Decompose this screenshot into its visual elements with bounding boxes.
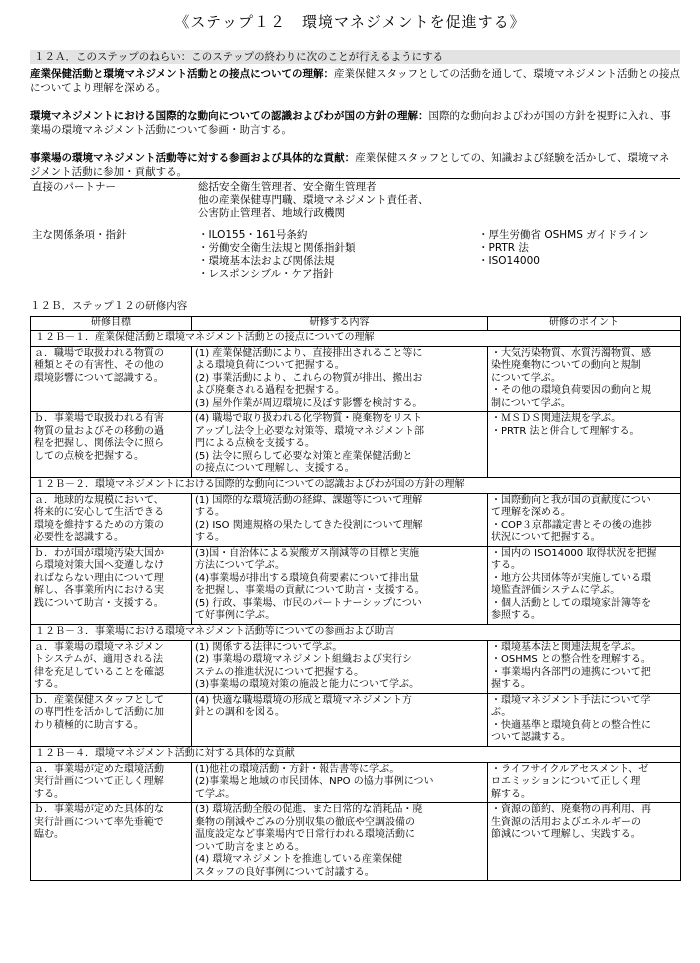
goal-cell: ａ．地球的な規模において、 将来的に安心して生活できる 環境を維持するための方策の 必要性を認識する。 — [31, 493, 192, 546]
group-title: １２Ｂ－４．環境マネジメント活動に対する具体的な貢献 — [31, 746, 681, 762]
goal-2-lead: 環境マネジメントにおける国際的な動向についての認識およびわが国の方針の理解： — [30, 110, 429, 122]
page-title: 《ステップ１２ 環境マネジメントを促進する》 — [174, 13, 526, 31]
content-cell: (1) 関係する法律について学ぶ。 (2) 事業場の環境マネジメント組織および実行シ ステムの推進状況について把握する。 (3)事業場の環境対策の施設と能力について学ぶ。 — [192, 640, 488, 693]
ref-item: ・PRTR 法 — [478, 242, 529, 254]
ref-item: ・ILO155・161号条約 — [198, 229, 308, 241]
ref-item: ・労働安全衛生法規と関係指針類 — [198, 242, 356, 254]
goal-3 — [30, 151, 680, 179]
goal-1-lead: 産業保健活動と環境マネジメント活動との接点についての理解： — [30, 68, 334, 80]
goal-3-text: 産業保健スタッフとしての、知識および経験を活かして、環境マネジメント活動に参加・貢献する。 — [30, 152, 670, 178]
point-cell: ・環境マネジメント手法について学 ぶ。 ・快適基準と環境負荷との整合性に ついて認識する。 — [488, 693, 681, 746]
content-cell: (3) 環境活動全般の促進、また日常的な消耗品・廃 棄物の削減やごみの分別収集の徹底や空調設備の 温度設定など事業場内で日常行われる環境活動に ついて助言をまとめる。 (4) 環境マネジメントを推進している産業保健 スタッフの良好事例について討議する。 — [192, 803, 488, 881]
goal-2-text: 国際的な動向およびわが国の方針を視野に入れ、事業場の環境マネジメント活動について参画・助言する。 — [30, 110, 671, 136]
content-cell: (3)国・自治体による炭酸ガス削減等の目標と実施 方法について学ぶ。 (4)事業場が排出する環境負荷要素について排出量 を把握し、事業場の貢献について助言・支援する。 (5) 行政、事業場、市民のパートナーシップについ て好事例に学ぶ。 — [192, 546, 488, 624]
group-title: １２Ｂ－２．環境マネジメントにおける国際的な動向についての認識およびわが国の方針の理解 — [31, 477, 681, 493]
goal-cell: ｂ．事業場が定めた具体的な 実行計画について率先垂範で 臨む。 — [31, 803, 192, 881]
table-row — [31, 412, 681, 478]
table-row — [31, 640, 681, 693]
goal-cell: ａ．事業場の環境マネジメン トシステムが、適用される法 律を充足していることを確認 する。 — [31, 640, 192, 693]
table-row — [31, 803, 681, 881]
col-header-point: 研修のポイント — [488, 317, 681, 331]
ref-item: ・ISO14000 — [478, 255, 540, 267]
training-table — [30, 316, 681, 881]
goal-cell: ａ．職場で取扱われる物質の 種類とその有害性、その他の 環境影響について認識する。 — [31, 346, 192, 412]
refs-left-list — [198, 229, 356, 281]
divider — [30, 178, 680, 179]
table-row — [31, 693, 681, 746]
point-cell: ・国内の ISO14000 取得状況を把握 する。 ・地方公共団体等が実施している環 境監査評価システムに学ぶ。 ・個人活動としての環境家計簿等を 参照する。 — [488, 546, 681, 624]
point-cell: ・資源の節約、廃棄物の再利用、再 生資源の活用およびエネルギーの 節減について理解し、実践する。 — [488, 803, 681, 881]
point-cell: ・ライフサイクルアセスメント、ゼ ロエミッションについて正しく理 解する。 — [488, 762, 681, 803]
group-title: １２Ｂ－３．事業場における環境マネジメント活動等についての参画および助言 — [31, 624, 681, 640]
partners-label: 直接のパートナー — [32, 181, 116, 193]
content-cell: (1) 国際的な環境活動の経緯、課題等について理解 する。 (2) ISO 関連規格の果たしてきた役割について理解 する。 — [192, 493, 488, 546]
goal-1-text: 産業保健スタッフとしての活動を通して、環境マネジメント活動との接点についてより理解を深める。 — [30, 68, 680, 94]
partner-item: 公害防止管理者、地域行政機関 — [198, 207, 345, 219]
content-cell: (4) 職場で取り扱われる化学物質・廃棄物をリスト アップし法令上必要な対策等、環境マネジメント部 門による点検を支援する。 (5) 法令に照らして必要な対策と産業保健活動と の接点について理解し、支援する。 — [192, 412, 488, 478]
col-header-goal: 研修目標 — [31, 317, 192, 331]
content-cell: (4) 快適な職場環境の形成と環境マネジメント方 針との調和を図る。 — [192, 693, 488, 746]
point-cell: ・ＭＳＤＳ関連法規を学ぶ。 ・PRTR 法と併合して理解する。 — [488, 412, 681, 478]
goal-cell: ｂ．産業保健スタッフとして の専門性を活かして活動に加 わり積極的に助言する。 — [31, 693, 192, 746]
ref-item: ・厚生労働省 OSHMS ガイドライン — [478, 229, 649, 241]
content-cell: (1)他社の環境活動・方針・報告書等に学ぶ。 (2)事業場と地域の市民団体、NPO の協力事例につい て学ぶ。 — [192, 762, 488, 803]
refs-label: 主な関係条項・指針 — [32, 229, 127, 241]
partner-item: 他の産業保健専門職、環境マネジメント責任者、 — [198, 194, 429, 206]
goal-2 — [30, 109, 680, 137]
ref-item: ・レスポンシブル・ケア指針 — [198, 268, 334, 280]
table-row — [31, 762, 681, 803]
goal-cell: ａ．事業場が定めた環境活動 実行計画について正しく理解 する。 — [31, 762, 192, 803]
section-b-header: １２Ｂ．ステップ１２の研修内容 — [30, 300, 188, 312]
section-a-header: １２Ａ．このステップのねらい：このステップの終わりに次のことが行えるようにする — [30, 50, 680, 64]
point-cell: ・環境基本法と関連法規を学ぶ。 ・OSHMS との整合性を理解する。 ・事業場内各部門の連携について把 握する。 — [488, 640, 681, 693]
goal-cell: ｂ．事業場で取扱われる有害 物質の量およびその移動の過 程を把握し、関係法令に照ら しての点検を把握する。 — [31, 412, 192, 478]
point-cell: ・国際動向と我が国の貢献度につい て理解を深める。 ・COP３京都議定書とその後の進捗 状況について把握する。 — [488, 493, 681, 546]
ref-item: ・環境基本法および関係法規 — [198, 255, 335, 267]
col-header-content: 研修する内容 — [192, 317, 488, 331]
point-cell: ・大気汚染物質、水質汚濁物質、感 染性廃棄物についての動向と規制 について学ぶ。 ・その他の環境負荷要因の動向と規 制について学ぶ。 — [488, 346, 681, 412]
goal-3-lead: 事業場の環境マネジメント活動等に対する参画および具体的な貢献： — [30, 152, 356, 164]
partner-item: 総括安全衛生管理者、安全衛生管理者 — [198, 181, 377, 193]
table-header-row — [31, 317, 681, 331]
refs-right-list — [478, 229, 649, 268]
table-row — [31, 346, 681, 412]
table-row — [31, 546, 681, 624]
partners-list — [198, 181, 429, 220]
table-row — [31, 493, 681, 546]
goal-cell: ｂ．わが国が環境汚染大国か ら環境対策大国へ変遷しなけ ればならない理由について理 解し、各事業所内における実 践について助言・支援する。 — [31, 546, 192, 624]
goal-1 — [30, 67, 680, 95]
content-cell: (1) 産業保健活動により、直接排出されること等に よる環境負荷について把握する。 (2) 事業活動により、これらの物質が排出、搬出お よび廃棄される過程を把握する。 (3) 屋外作業が周辺環境に及ぼす影響を検討する。 — [192, 346, 488, 412]
group-title: １２Ｂ－１．産業保健活動と環境マネジメント活動との接点についての理解 — [31, 330, 681, 346]
